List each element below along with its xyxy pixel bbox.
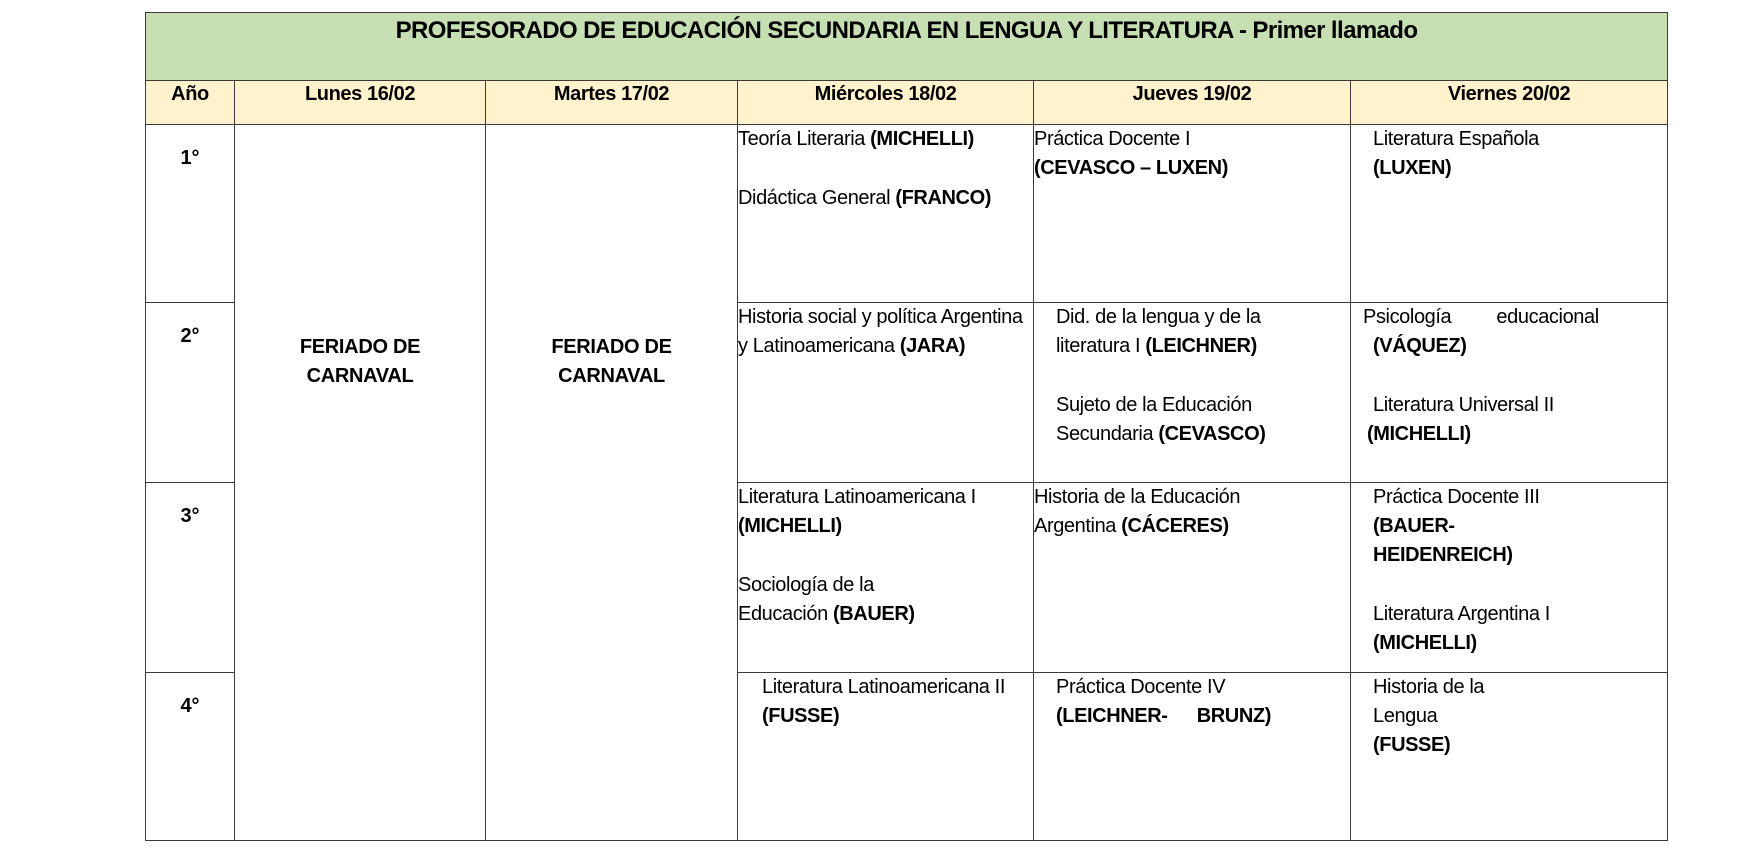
professor: (CEVASCO – LUXEN) [1034, 157, 1228, 179]
exam-entry [1056, 673, 1350, 731]
subject: Psicología educacional [1363, 306, 1599, 328]
holiday-line: CARNAVAL [306, 364, 414, 387]
professor: (CÁCERES) [1121, 515, 1229, 537]
year-cell: 2° [146, 303, 235, 483]
professor: (FUSSE) [1373, 734, 1451, 756]
subject: Sujeto de la Educación Secundaria [1056, 394, 1252, 445]
professor: (VÁQUEZ) [1373, 335, 1467, 357]
exam-entry [1373, 125, 1667, 183]
subject: Teoría Literaria [738, 128, 865, 150]
wednesday-slot [738, 673, 1034, 841]
professor: (BAUER) [832, 603, 915, 625]
header-monday: Lunes 16/02 [235, 81, 486, 125]
professor: (JARA) [899, 335, 966, 357]
schedule-sheet [145, 12, 1667, 838]
exam-entry [1056, 303, 1310, 361]
exam-entry [1363, 391, 1667, 449]
professor: (MICHELLI) [1373, 632, 1477, 654]
friday-slot [1351, 483, 1668, 673]
exam-entry [738, 303, 1033, 361]
exam-entry [1373, 483, 1547, 570]
header-row [146, 81, 1668, 125]
year-cell: 4° [146, 673, 235, 841]
thursday-slot [1034, 483, 1351, 673]
wednesday-slot [738, 125, 1034, 303]
exam-entry [1363, 303, 1667, 361]
exam-entry [1034, 125, 1350, 183]
subject: Literatura Argentina I [1373, 603, 1550, 625]
subject: Historia de la Educación Argentina [1034, 486, 1241, 537]
exam-entry [738, 571, 1023, 629]
subject: Literatura Latinoamericana II [762, 676, 1005, 698]
tuesday-holiday-cell [486, 125, 738, 841]
subject: Práctica Docente I [1034, 128, 1191, 150]
year-cell: 1° [146, 125, 235, 303]
thursday-slot [1034, 673, 1351, 841]
exam-entry [1056, 391, 1310, 449]
subject: Literatura Universal II [1373, 394, 1554, 416]
exam-entry [762, 673, 1033, 731]
professor: (MICHELLI) [738, 515, 842, 537]
table-title: PROFESORADO DE EDUCACIÓN SECUNDARIA EN LENGUA Y LITERATURA - Primer llamado [146, 13, 1668, 81]
subject: Didáctica General [738, 187, 891, 209]
subject: Práctica Docente IV [1056, 676, 1226, 698]
professor: (LEICHNER) [1145, 335, 1257, 357]
subject: Literatura Española [1373, 128, 1539, 150]
thursday-slot [1034, 303, 1351, 483]
subject: Práctica Docente III [1373, 486, 1540, 508]
friday-slot [1351, 673, 1668, 841]
holiday-label [486, 333, 737, 391]
header-thursday: Jueves 19/02 [1034, 81, 1351, 125]
monday-holiday-cell [235, 125, 486, 841]
thursday-slot [1034, 125, 1351, 303]
subject: Historia social y política Argentina y Latinoamericana [738, 306, 1023, 357]
exam-entry [738, 125, 1033, 154]
professor: (LUXEN) [1373, 157, 1452, 179]
exam-entry [1373, 600, 1667, 658]
friday-slot [1351, 125, 1668, 303]
professor: (CEVASCO) [1158, 423, 1266, 445]
professor: (BAUER- HEIDENREICH) [1373, 515, 1513, 566]
header-wednesday: Miércoles 18/02 [738, 81, 1034, 125]
holiday-line: FERIADO DE [299, 335, 421, 358]
exam-entry [738, 184, 1033, 213]
professor: (MICHELLI) [870, 128, 974, 150]
exam-schedule-table [145, 12, 1668, 841]
wednesday-slot [738, 303, 1034, 483]
holiday-line: CARNAVAL [558, 364, 665, 387]
professor: (FRANCO) [895, 187, 992, 209]
header-friday: Viernes 20/02 [1351, 81, 1668, 125]
title-row [146, 13, 1668, 81]
holiday-label [235, 333, 485, 391]
header-year: Año [146, 81, 235, 125]
professor: (FUSSE) [762, 705, 840, 727]
holiday-line: FERIADO DE [551, 335, 672, 358]
exam-entry [1034, 483, 1300, 541]
friday-slot [1351, 303, 1668, 483]
professor: (MICHELLI) [1367, 423, 1471, 445]
header-tuesday: Martes 17/02 [486, 81, 738, 125]
wednesday-slot [738, 483, 1034, 673]
subject: Literatura Latinoamericana I [738, 486, 976, 508]
subject: Did. de la lengua y de la literatura I [1056, 306, 1261, 357]
subject: Historia de la Lengua [1373, 676, 1485, 727]
table-row [146, 125, 1668, 303]
subject: Sociología de la Educación [738, 574, 874, 625]
year-cell: 3° [146, 483, 235, 673]
professor: (LEICHNER- BRUNZ) [1056, 705, 1271, 727]
exam-entry [738, 483, 1023, 541]
exam-entry [1373, 673, 1517, 760]
